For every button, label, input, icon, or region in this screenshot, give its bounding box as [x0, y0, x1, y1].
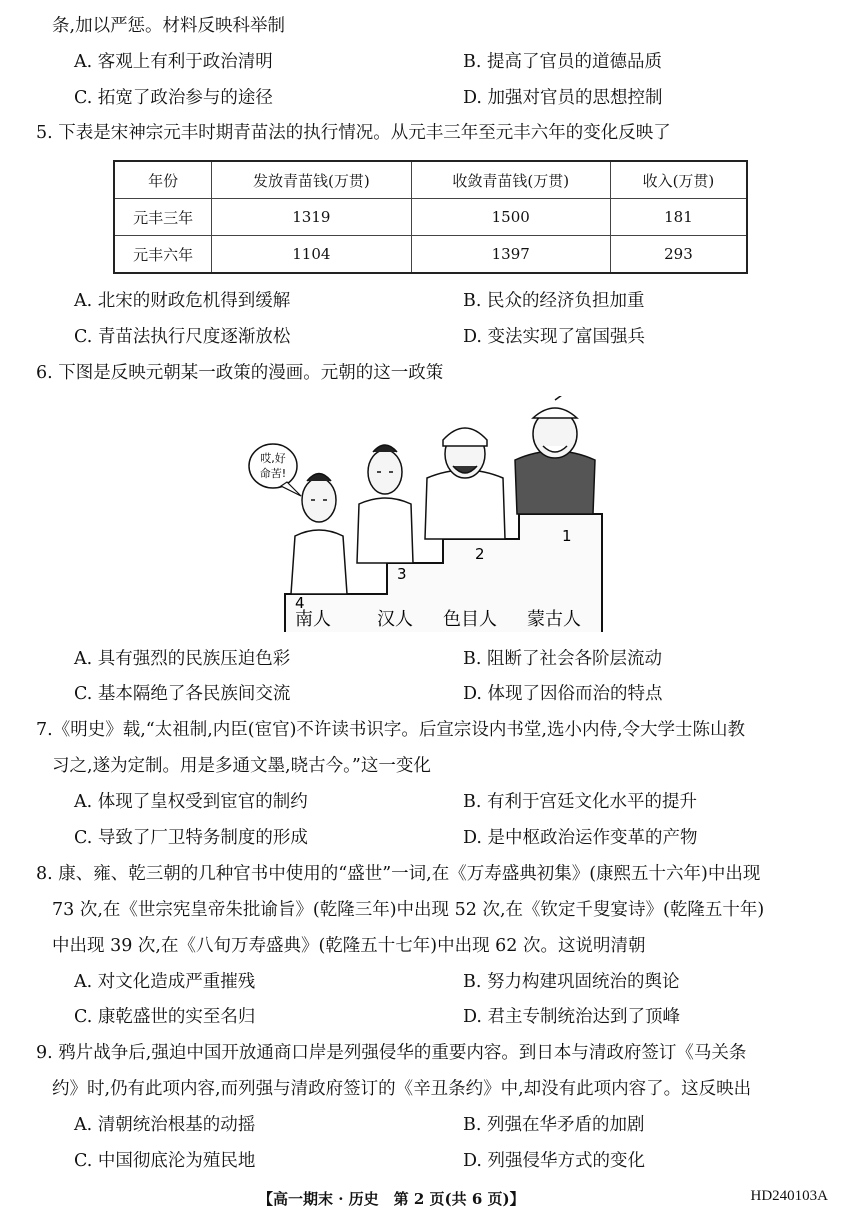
q6-stem: 6. 下图是反映元朝某一政策的漫画。元朝的这一政策 [36, 363, 444, 383]
q9-stem-line2: 约》时,仍有此项内容,而列强与清政府签订的《辛丑条约》中,却没有此项内容了。这反映出 [52, 1079, 752, 1099]
figure-hanren [357, 445, 413, 563]
step-number-1: 1 [562, 527, 572, 545]
table-cell: 1319 [212, 199, 411, 236]
bubble-text-line1: 哎,好 [260, 452, 286, 465]
q8-option-d: D. 君主专制统治达到了顶峰 [463, 1007, 681, 1027]
q7-option-a: A. 体现了皇权受到宦官的制约 [74, 792, 308, 812]
q9-option-a: A. 清朝统治根基的动摇 [74, 1115, 256, 1135]
label-mengguren: 蒙古人 [527, 609, 581, 630]
q4-option-a: A. 客观上有利于政治清明 [74, 52, 273, 72]
table-header-cell: 收入(万贯) [610, 161, 747, 199]
q7-option-c: C. 导致了厂卫特务制度的形成 [74, 828, 308, 848]
yuan-class-cartoon [247, 396, 612, 632]
figure-mengguren [515, 396, 595, 514]
step-number-4: 4 [295, 594, 305, 612]
q9-option-b: B. 列强在华矛盾的加剧 [463, 1115, 645, 1135]
table-cell: 1500 [411, 199, 610, 236]
q9-option-c: C. 中国彻底沦为殖民地 [74, 1151, 256, 1171]
q8-stem-line3: 中出现 39 次,在《八旬万寿盛典》(乾隆五十七年)中出现 62 次。这说明清朝 [52, 936, 646, 956]
q4-option-d: D. 加强对官员的思想控制 [463, 88, 663, 108]
speech-bubble-tail [281, 482, 301, 496]
q5-option-d: D. 变法实现了富国强兵 [463, 327, 646, 347]
table-cell: 293 [610, 236, 747, 274]
q6-option-a: A. 具有强烈的民族压迫色彩 [74, 649, 291, 669]
q5-option-b: B. 民众的经济负担加重 [463, 291, 645, 311]
table-row [114, 236, 747, 274]
step-number-2: 2 [475, 545, 485, 563]
figure-nanren [291, 474, 347, 595]
figure-semuren [425, 428, 505, 539]
table-cell: 1397 [411, 236, 610, 274]
q5-stem: 5. 下表是宋神宗元丰时期青苗法的执行情况。从元丰三年至元丰六年的变化反映了 [36, 123, 671, 143]
q4-option-c: C. 拓宽了政治参与的途径 [74, 88, 273, 108]
q7-stem-line2: 习之,遂为定制。用是多通文墨,晓古今。”这一变化 [52, 756, 431, 776]
q4-option-b: B. 提高了官员的道德品质 [463, 52, 662, 72]
table-header-cell: 发放青苗钱(万贯) [212, 161, 411, 199]
table-cell: 181 [610, 199, 747, 236]
q8-stem-line1: 8. 康、雍、乾三朝的几种官书中使用的“盛世”一词,在《万寿盛典初集》(康熙五十六年)中出现 [36, 864, 761, 884]
label-hanren: 汉人 [377, 609, 413, 630]
page-footer: 【高一期末 · 历史 第 2 页(共 6 页)】 [258, 1190, 525, 1208]
q6-option-c: C. 基本隔绝了各民族间交流 [74, 684, 291, 704]
q8-option-b: B. 努力构建巩固统治的舆论 [463, 972, 680, 992]
table-cell: 元丰六年 [114, 236, 212, 274]
q5-option-a: A. 北宋的财政危机得到缓解 [74, 291, 291, 311]
q7-option-d: D. 是中枢政治运作变革的产物 [463, 828, 698, 848]
table-cell: 1104 [212, 236, 411, 274]
bubble-text-line2: 命苦! [259, 467, 287, 480]
q8-option-c: C. 康乾盛世的实至名归 [74, 1007, 256, 1027]
label-semuren: 色目人 [443, 609, 497, 630]
exam-code: HD240103A [750, 1188, 828, 1204]
table-cell: 元丰三年 [114, 199, 212, 236]
q8-stem-line2: 73 次,在《世宗宪皇帝朱批谕旨》(乾隆三年)中出现 52 次,在《钦定千叟宴诗》(乾隆五十年) [52, 900, 765, 920]
label-nanren: 南人 [295, 609, 331, 630]
table-row [114, 199, 747, 236]
speech-bubble [249, 444, 297, 488]
q7-option-b: B. 有利于宫廷文化水平的提升 [463, 792, 697, 812]
q9-option-d: D. 列强侵华方式的变化 [463, 1151, 646, 1171]
q5-table [113, 160, 748, 274]
table-header-row [114, 161, 747, 199]
q6-option-b: B. 阻断了社会各阶层流动 [463, 649, 662, 669]
q5-option-c: C. 青苗法执行尺度逐渐放松 [74, 327, 291, 347]
table-header-cell: 年份 [114, 161, 212, 199]
q7-stem-line1: 7.《明史》载,“太祖制,内臣(宦官)不许读书识字。后宣宗设内书堂,选小内侍,令大学士陈山教 [36, 720, 746, 740]
q8-option-a: A. 对文化造成严重摧残 [74, 972, 256, 992]
q9-stem-line1: 9. 鸦片战争后,强迫中国开放通商口岸是列强侵华的重要内容。到日本与清政府签订《马关条 [36, 1043, 747, 1063]
table-header-cell: 收敛青苗钱(万贯) [411, 161, 610, 199]
q6-option-d: D. 体现了因俗而治的特点 [463, 684, 663, 704]
q4-stem-tail: 条,加以严惩。材料反映科举制 [52, 16, 286, 36]
step-number-3: 3 [397, 565, 407, 583]
